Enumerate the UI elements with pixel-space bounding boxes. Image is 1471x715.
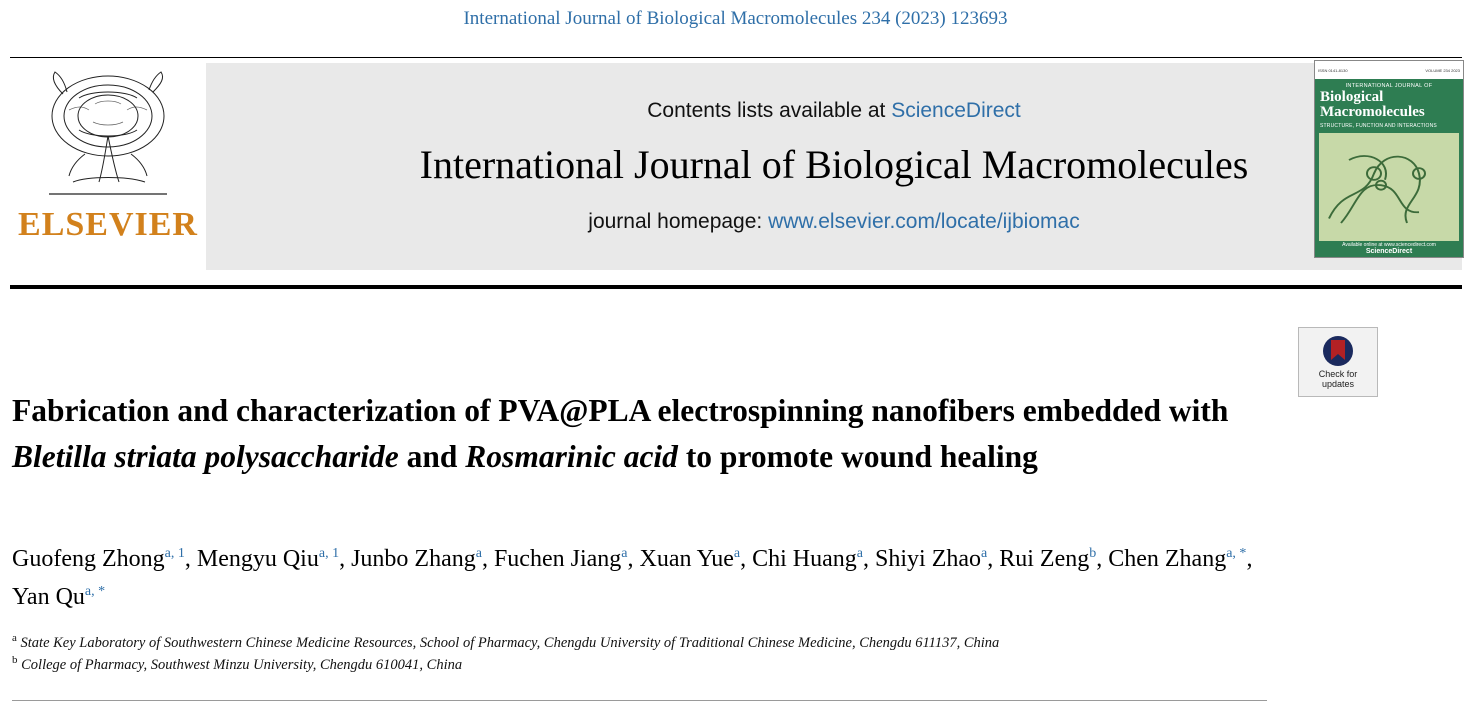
author-affiliation-mark: a, * xyxy=(84,584,106,600)
elsevier-tree-icon xyxy=(33,64,183,204)
author-name: Shiyi Zhao xyxy=(875,546,982,572)
cover-top-strip xyxy=(1315,61,1463,79)
crossmark-label-line2: updates xyxy=(1321,379,1354,389)
title-italic-1: Bletilla striata polysaccharide xyxy=(12,439,399,475)
author-affiliation-mark: b xyxy=(1089,546,1097,561)
author-name: Chen Zhang xyxy=(1108,546,1227,572)
affiliation-mark: a xyxy=(12,632,17,645)
cover-foot-note: Available online at www.sciencedirect.com xyxy=(1342,242,1436,248)
section-divider xyxy=(12,700,1267,701)
journal-cover-thumbnail[interactable] xyxy=(1314,60,1464,258)
author-name: Yan Qu xyxy=(12,584,85,611)
cover-title-line2: Macromolecules xyxy=(1320,104,1425,121)
cover-molecule-illustration xyxy=(1319,133,1459,241)
affiliation-item xyxy=(12,632,1272,654)
affiliation-mark: b xyxy=(12,654,18,667)
elsevier-logo xyxy=(10,58,206,282)
cover-artwork xyxy=(1319,133,1459,241)
cover-subtitle: STRUCTURE, FUNCTION AND INTERACTIONS xyxy=(1320,122,1437,129)
author-affiliation-mark: a, 1 xyxy=(164,546,185,561)
journal-homepage-link[interactable]: www.elsevier.com/locate/ijbiomac xyxy=(768,210,1080,233)
cover-foot-brand: ScienceDirect xyxy=(1365,248,1413,255)
author-name: Guofeng Zhong xyxy=(12,546,165,572)
cover-kicker: INTERNATIONAL JOURNAL OF xyxy=(1345,83,1433,89)
page-title xyxy=(12,388,1267,481)
title-part-3: to promote wound healing xyxy=(677,439,1038,475)
affiliation-text: State Key Laboratory of Southwestern Chinese Medicine Resources, School of Pharmacy, Chengdu University of Traditional Chinese Medicine, Chengdu 611137, China xyxy=(16,635,1000,651)
journal-band xyxy=(206,63,1462,270)
journal-masthead xyxy=(10,57,1462,282)
cover-issn-left: ISSN 0141-8130 xyxy=(1318,67,1348,73)
author-affiliation-mark: a xyxy=(621,546,628,561)
affiliation-list xyxy=(12,632,1272,677)
homepage-prefix: journal homepage: xyxy=(588,210,769,233)
cover-body xyxy=(1315,79,1463,257)
author-name: Fuchen Jiang xyxy=(493,546,622,572)
masthead-bottom-rule xyxy=(10,285,1462,289)
journal-title: International Journal of Biological Macromolecules xyxy=(419,142,1249,187)
contents-line xyxy=(647,99,1021,123)
affiliation-item xyxy=(12,654,1272,676)
crossmark-icon xyxy=(1321,334,1355,368)
author-list: Guofeng Zhong$^{a, 1}$, Mengyu Qiu$^{a, 1}$, Junbo Zhang$^a$, Fuchen Jiang$^a$, Xuan Yue$^a$, Chi Huang$^a$, Shiyi Zhao$^a$, Rui Zeng$^b$, Chen Zhang$^{a, *}$, Yan $Qu^{a, *}$ xyxy=(12,546,1253,611)
cover-issn-right: VOLUME 234 2023 xyxy=(1425,67,1460,73)
author-name: Xuan Yue xyxy=(639,546,734,572)
title-italic-2: Rosmarinic acid xyxy=(465,439,678,475)
title-part-1: Fabrication and characterization of PVA@PLA electrospinning nanofibers embedded with xyxy=(12,393,1229,429)
author-affiliation-mark: a xyxy=(733,546,741,561)
author-name: Chi Huang xyxy=(752,546,857,572)
author-name: Rui Zeng xyxy=(999,546,1090,572)
author-affiliation-mark: a xyxy=(475,546,482,561)
cover-title-line1: Biological xyxy=(1320,89,1384,105)
affiliation-text: College of Pharmacy, Southwest Minzu University, Chengdu 610041, China xyxy=(17,657,463,674)
running-head: International Journal of Biological Macromolecules 234 (2023) 123693 xyxy=(463,8,1008,29)
crossmark-label-line1: Check for xyxy=(1318,369,1358,380)
author-name: Mengyu Qiu xyxy=(196,546,319,572)
author-affiliation-mark: a xyxy=(981,546,988,561)
author-name: Junbo Zhang xyxy=(351,546,476,572)
sciencedirect-link[interactable]: ScienceDirect xyxy=(891,99,1021,122)
author-affiliation-mark: a, * xyxy=(1226,546,1247,561)
title-part-2: and xyxy=(398,439,466,475)
crossmark-badge[interactable] xyxy=(1298,327,1378,397)
crossmark-label xyxy=(1319,370,1358,390)
author-affiliation-mark: a xyxy=(856,546,864,561)
author-affiliation-mark: a, 1 xyxy=(318,546,340,561)
cover-footer xyxy=(1315,242,1463,255)
homepage-line xyxy=(588,210,1079,234)
elsevier-wordmark: ELSEVIER xyxy=(18,206,198,243)
contents-prefix: Contents lists available at xyxy=(647,99,892,122)
